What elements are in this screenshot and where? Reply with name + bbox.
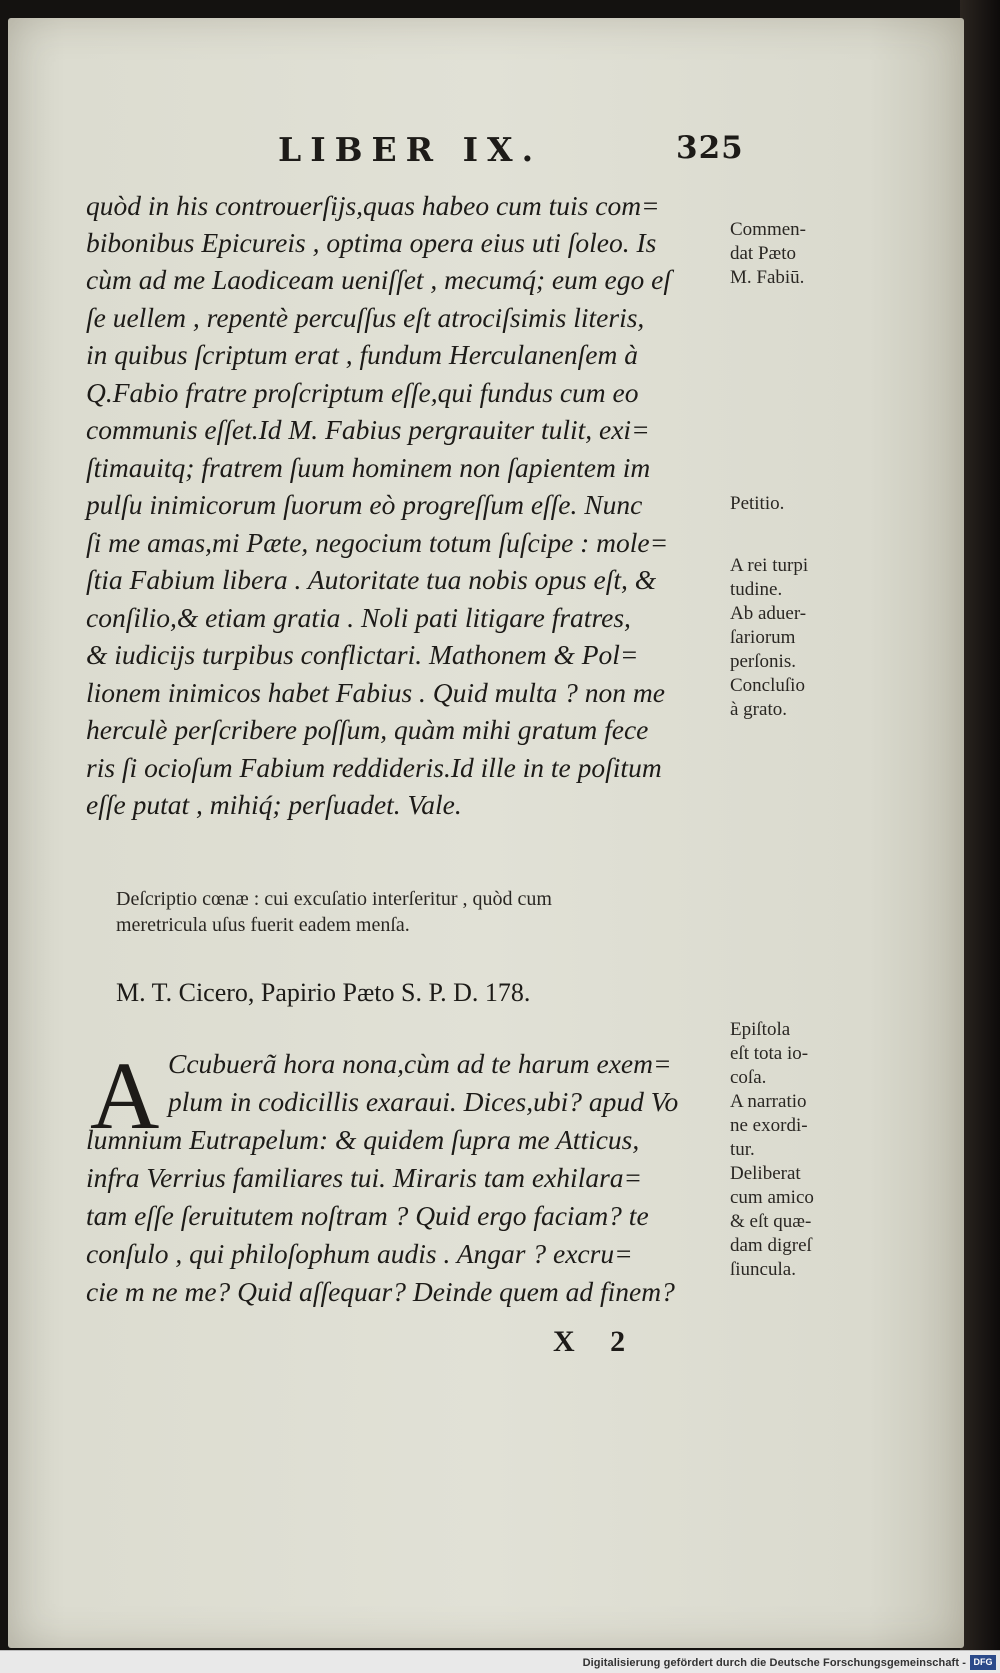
margin-note (730, 218, 850, 290)
body-line: Q.Fabio fratre proſcriptum eſſe,qui fundus cum eo (86, 377, 639, 408)
margin-note-line: ſiuncula. (730, 1259, 796, 1280)
letter-line: cie m ne me? Quid aſſequar? Deinde quem ad finem? (86, 1276, 675, 1307)
margin-note-line: tudine. (730, 579, 783, 600)
body-line: bibonibus Epicureis , optima opera eius uti ſoleo. Is (86, 227, 657, 258)
margin-note-line: M. Fabiū. (730, 267, 805, 288)
letter-line: conſulo , qui philoſophum audis . Angar ? excru= (86, 1238, 633, 1269)
body-line: communis eſſet.Id M. Fabius pergrauiter tulit, exi= (86, 414, 650, 445)
margin-note-line: cum amico (730, 1187, 814, 1208)
margin-note-line: Commen- (730, 219, 806, 240)
margin-note-line: à grato. (730, 699, 787, 720)
margin-note (730, 1018, 850, 1282)
body-line: ris ſi ocioſum Fabium reddideris.Id ille in te poſitum (86, 752, 662, 783)
body-line: ſtia Fabium libera . Autoritate tua nobis opus eſt, & (86, 564, 657, 595)
body-line: ſi me amas,mi Pæte, negocium totum ſuſcipe : mole= (86, 527, 669, 558)
margin-note-line: Deliberat (730, 1163, 801, 1184)
body-line: pulſu inimicorum ſuorum eò progreſſum eſſe. Nunc (86, 489, 643, 520)
margin-note-line: Concluſio (730, 675, 805, 696)
margin-note-line: perſonis. (730, 651, 796, 672)
body-line: ſtimauitq; fratrem ſuum hominem non ſapientem im (86, 452, 651, 483)
scan-backdrop-edge (960, 0, 1000, 1673)
letter-line: plum in codicillis exaraui. Dices,ubi? apud Vo (168, 1086, 679, 1117)
letter-line: infra Verrius familiares tui. Miraris tam exhilara= (86, 1162, 643, 1193)
body-line: ſe uellem , repentè percuſſus eſt atrociſsimis literis, (86, 302, 645, 333)
book-page (8, 18, 964, 1648)
margin-note-line: dam digreſ (730, 1235, 812, 1256)
margin-note-line: & eſt quæ- (730, 1211, 812, 1232)
letter-line: tam eſſe ſeruitutem noſtram ? Quid ergo faciam? te (86, 1200, 649, 1231)
margin-note-petitio: Petitio. (730, 493, 785, 514)
margin-note-line: ne exordi- (730, 1115, 808, 1136)
signature-mark: X 2 (553, 1325, 640, 1358)
margin-note-line: Ab aduer- (730, 603, 807, 624)
page-number: 325 (676, 130, 744, 166)
body-line: cùm ad me Laodiceam ueniſſet , mecumq́; eum ego eſ (86, 264, 671, 295)
margin-note-line: Epiſtola (730, 1019, 791, 1040)
body-line: lionem inimicos habet Fabius . Quid multa ? non me (86, 677, 665, 708)
drop-cap: A (90, 1042, 160, 1149)
margin-note (730, 554, 850, 722)
letter-line: Ccubuerã hora nona,cùm ad te harum exem= (168, 1048, 672, 1079)
body-line: quòd in his controuerſijs,quas habeo cum tuis com= (86, 190, 660, 221)
margin-note-line: tur. (730, 1139, 755, 1160)
footer-credit: Digitalisierung gefördert durch die Deutsche Forschungsgemeinschaft - (582, 1657, 966, 1669)
letter-line: lumnium Eutrapelum: & quidem ſupra me Atticus, (86, 1124, 640, 1155)
margin-note-line: ſariorum (730, 627, 796, 648)
margin-note-line: eſt tota io- (730, 1043, 809, 1064)
argument-line: Deſcriptio cœnæ : cui excuſatio interſeritur , quòd cum (116, 888, 552, 910)
argument-line: meretricula uſus fuerit eadem menſa. (116, 914, 410, 936)
body-line: eſſe putat , mihiq́; perſuadet. Vale. (86, 789, 462, 820)
letter-argument (116, 886, 756, 938)
digitization-footer (0, 1650, 1000, 1673)
dfg-logo-icon: DFG (970, 1655, 996, 1670)
running-head: LIBER IX. (278, 130, 543, 169)
body-line: herculè perſcribere poſſum, quàm mihi gratum fece (86, 714, 649, 745)
margin-note-line: coſa. (730, 1067, 767, 1088)
body-line: conſilio,& etiam gratia . Noli pati litigare fratres, (86, 602, 631, 633)
body-line: in quibus ſcriptum erat , fundum Herculanenſem à (86, 339, 638, 370)
margin-note-line: A narratio (730, 1091, 807, 1112)
letter-heading: M. T. Cicero, Papirio Pæto S. P. D. 178. (116, 978, 531, 1007)
margin-note-line: A rei turpi (730, 555, 809, 576)
body-line: & iudicijs turpibus conflictari. Mathonem & Pol= (86, 639, 639, 670)
margin-note-line: dat Pæto (730, 243, 796, 264)
